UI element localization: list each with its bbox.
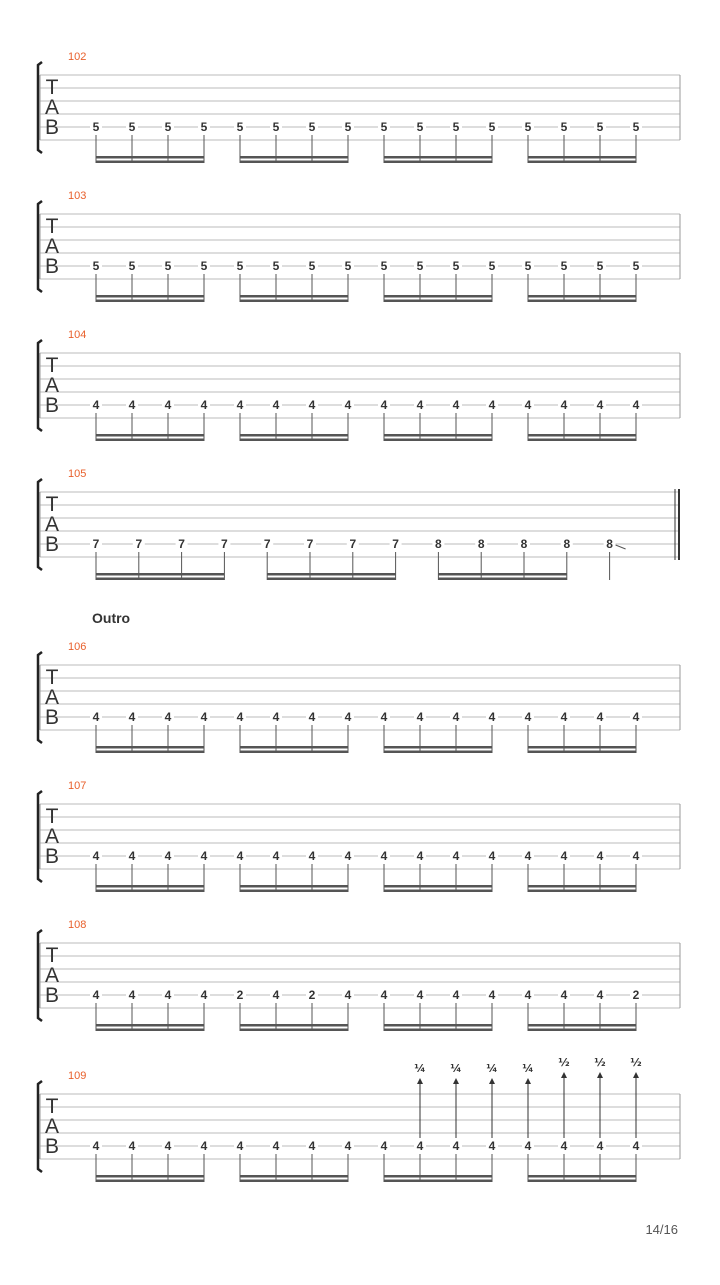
- beam-secondary: [240, 1180, 348, 1183]
- fret-number: 4: [488, 988, 496, 1002]
- fret-number: 4: [596, 988, 604, 1002]
- fret-number: 4: [560, 398, 568, 412]
- beam-secondary: [384, 751, 492, 754]
- fret-number: 4: [236, 710, 244, 724]
- fret-number: 5: [200, 259, 208, 273]
- fret-number: 5: [488, 259, 496, 273]
- fret-number: 4: [380, 710, 388, 724]
- beam-secondary: [96, 578, 224, 581]
- tab-system: [38, 1056, 680, 1182]
- tab-clef-letter: T: [45, 354, 59, 377]
- beam-primary: [384, 434, 492, 437]
- fret-number: 5: [308, 259, 316, 273]
- fret-number: 5: [164, 259, 172, 273]
- fret-number: 4: [344, 988, 352, 1002]
- fret-number: 4: [344, 710, 352, 724]
- beam-secondary: [240, 439, 348, 442]
- beam-secondary: [96, 161, 204, 164]
- beam-primary: [240, 1175, 348, 1178]
- fret-number: 4: [632, 849, 640, 863]
- fret-number: 4: [308, 398, 316, 412]
- fret-number: 4: [488, 849, 496, 863]
- beam-primary: [384, 295, 492, 298]
- measure-number: 102: [68, 51, 87, 63]
- tab-clef-letter: A: [44, 374, 60, 397]
- fret-number: 8: [563, 537, 571, 551]
- fret-number: 4: [164, 849, 172, 863]
- tab-clef-letter: B: [44, 533, 60, 556]
- fret-number: 4: [524, 849, 532, 863]
- fret-number: 4: [200, 710, 208, 724]
- fret-number: 4: [164, 988, 172, 1002]
- fret-number: 4: [488, 1139, 496, 1153]
- fret-number: 4: [308, 1139, 316, 1153]
- fret-number: 4: [524, 1139, 532, 1153]
- fret-number: 5: [92, 259, 100, 273]
- beam-secondary: [240, 890, 348, 893]
- fret-number: 4: [632, 398, 640, 412]
- tab-system: [38, 340, 680, 441]
- fret-number: 4: [236, 1139, 244, 1153]
- fret-number: 4: [524, 398, 532, 412]
- fret-number: 7: [349, 537, 357, 551]
- tab-clef-letter: A: [44, 1115, 60, 1138]
- fret-number: 4: [164, 1139, 172, 1153]
- fret-number: 4: [200, 398, 208, 412]
- bend-arrowhead: [417, 1078, 423, 1084]
- fret-number: 4: [92, 988, 100, 1002]
- beam-primary: [240, 434, 348, 437]
- beam-secondary: [240, 161, 348, 164]
- fret-number: 5: [128, 120, 136, 134]
- fret-number: 4: [200, 1139, 208, 1153]
- fret-number: 4: [272, 710, 280, 724]
- beam-secondary: [96, 1029, 204, 1032]
- fret-number: 4: [128, 988, 136, 1002]
- beam-primary: [528, 156, 636, 159]
- tab-clef-letter: T: [45, 215, 59, 238]
- fret-number: 5: [164, 120, 172, 134]
- fret-number: 4: [488, 398, 496, 412]
- bend-arrowhead: [489, 1078, 495, 1084]
- section-label-outro: Outro: [92, 610, 131, 626]
- measure-number: 106: [68, 641, 87, 653]
- beam-secondary: [528, 161, 636, 164]
- bend-amount-label: ½: [558, 1056, 570, 1069]
- fret-number: 4: [416, 849, 424, 863]
- beam-secondary: [528, 1180, 636, 1183]
- tab-clef-letter: T: [45, 76, 59, 99]
- fret-number: 5: [272, 120, 280, 134]
- fret-number: 4: [596, 1139, 604, 1153]
- beam-primary: [528, 1175, 636, 1178]
- fret-number: 4: [416, 988, 424, 1002]
- beam-secondary: [528, 751, 636, 754]
- fret-number: 4: [596, 398, 604, 412]
- tab-clef-letter: A: [44, 964, 60, 987]
- fret-number: 4: [452, 988, 460, 1002]
- measure-number: 103: [68, 190, 87, 202]
- fret-number: 5: [632, 120, 640, 134]
- measure-number: 107: [68, 780, 87, 792]
- beam-primary: [240, 295, 348, 298]
- beam-primary: [96, 885, 204, 888]
- page-number: 14/16: [645, 1222, 678, 1237]
- slide-out-mark: [616, 545, 626, 549]
- fret-number: 5: [380, 259, 388, 273]
- tab-clef-letter: A: [44, 686, 60, 709]
- beam-secondary: [96, 439, 204, 442]
- fret-number: 5: [416, 259, 424, 273]
- tab-system: [38, 479, 680, 580]
- fret-number: 4: [596, 849, 604, 863]
- fret-number: 5: [560, 120, 568, 134]
- tab-clef-letter: A: [44, 513, 60, 536]
- bend-amount-label: ½: [594, 1056, 606, 1069]
- beam-primary: [384, 746, 492, 749]
- fret-number: 2: [308, 988, 316, 1002]
- fret-number: 4: [128, 849, 136, 863]
- fret-number: 4: [488, 710, 496, 724]
- beam-secondary: [240, 751, 348, 754]
- beam-primary: [96, 434, 204, 437]
- tab-system: [38, 652, 680, 753]
- fret-number: 4: [560, 710, 568, 724]
- fret-number: 4: [560, 1139, 568, 1153]
- fret-number: 7: [392, 537, 399, 551]
- fret-number: 5: [128, 259, 136, 273]
- fret-number: 5: [632, 259, 640, 273]
- beam-primary: [384, 1024, 492, 1027]
- fret-number: 4: [308, 710, 316, 724]
- fret-number: 5: [596, 259, 604, 273]
- beam-primary: [96, 1024, 204, 1027]
- fret-number: 5: [344, 259, 352, 273]
- fret-number: 4: [380, 1139, 388, 1153]
- tab-clef-letter: A: [44, 96, 60, 119]
- fret-number: 5: [560, 259, 568, 273]
- tab-clef-letter: T: [45, 493, 59, 516]
- beam-secondary: [384, 890, 492, 893]
- fret-number: 8: [520, 537, 528, 551]
- fret-number: 4: [236, 398, 244, 412]
- tab-clef-letter: B: [44, 706, 60, 729]
- beam-primary: [528, 1024, 636, 1027]
- bend-arrowhead: [453, 1078, 459, 1084]
- fret-number: 4: [200, 849, 208, 863]
- fret-number: 4: [92, 710, 100, 724]
- beam-primary: [384, 885, 492, 888]
- bend-amount-label: ½: [630, 1056, 642, 1069]
- fret-number: 4: [380, 849, 388, 863]
- fret-number: 4: [380, 398, 388, 412]
- fret-number: 4: [416, 710, 424, 724]
- beam-primary: [96, 746, 204, 749]
- beam-secondary: [384, 439, 492, 442]
- fret-number: 5: [524, 259, 532, 273]
- fret-number: 4: [344, 398, 352, 412]
- fret-number: 4: [92, 1139, 100, 1153]
- fret-number: 5: [236, 120, 244, 134]
- tab-system: [38, 201, 680, 302]
- fret-number: 4: [416, 398, 424, 412]
- tab-clef-letter: T: [45, 1095, 59, 1118]
- fret-number: 4: [560, 849, 568, 863]
- fret-number: 8: [435, 537, 442, 551]
- beam-secondary: [240, 1029, 348, 1032]
- bend-amount-label: ¼: [414, 1062, 426, 1075]
- fret-number: 7: [221, 537, 228, 551]
- tab-system: [38, 930, 680, 1031]
- beam-secondary: [528, 439, 636, 442]
- fret-number: 4: [128, 710, 136, 724]
- beam-secondary: [528, 300, 636, 303]
- fret-number: 4: [632, 710, 640, 724]
- fret-number: 4: [128, 1139, 136, 1153]
- fret-number: 5: [596, 120, 604, 134]
- fret-number: 7: [178, 537, 185, 551]
- bend-arrowhead: [525, 1078, 531, 1084]
- fret-number: 5: [416, 120, 424, 134]
- fret-number: 4: [380, 988, 388, 1002]
- beam-primary: [528, 295, 636, 298]
- beam-primary: [96, 295, 204, 298]
- fret-number: 4: [272, 988, 280, 1002]
- bend-amount-label: ¼: [486, 1062, 498, 1075]
- measure-number: 104: [68, 329, 87, 341]
- beam-primary: [384, 156, 492, 159]
- fret-number: 4: [200, 988, 208, 1002]
- beam-secondary: [384, 1029, 492, 1032]
- bend-amount-label: ¼: [522, 1062, 534, 1075]
- tab-clef-letter: B: [44, 394, 60, 417]
- fret-number: 4: [164, 710, 172, 724]
- tab-clef-letter: A: [44, 235, 60, 258]
- tab-clef-letter: B: [44, 1135, 60, 1158]
- beam-primary: [528, 885, 636, 888]
- fret-number: 5: [380, 120, 388, 134]
- measure-number: 109: [68, 1070, 87, 1082]
- fret-number: 5: [236, 259, 244, 273]
- fret-number: 4: [308, 849, 316, 863]
- beam-primary: [240, 885, 348, 888]
- bend-arrowhead: [633, 1072, 639, 1078]
- beam-secondary: [384, 161, 492, 164]
- beam-primary: [240, 746, 348, 749]
- beam-secondary: [240, 300, 348, 303]
- fret-number: 7: [135, 537, 143, 551]
- tab-clef-letter: B: [44, 845, 60, 868]
- tab-clef-letter: B: [44, 255, 60, 278]
- measure-number: 105: [68, 468, 87, 480]
- tab-clef-letter: T: [45, 666, 59, 689]
- fret-number: 5: [308, 120, 316, 134]
- fret-number: 4: [524, 988, 532, 1002]
- beam-primary: [96, 156, 204, 159]
- fret-number: 4: [452, 1139, 460, 1153]
- fret-number: 5: [92, 120, 100, 134]
- fret-number: 4: [164, 398, 172, 412]
- beam-secondary: [96, 751, 204, 754]
- fret-number: 4: [272, 849, 280, 863]
- fret-number: 5: [452, 259, 460, 273]
- tab-clef-letter: T: [45, 805, 59, 828]
- fret-number: 2: [632, 988, 640, 1002]
- beam-secondary: [96, 1180, 204, 1183]
- fret-number: 8: [477, 537, 485, 551]
- beam-secondary: [528, 1029, 636, 1032]
- fret-number: 7: [263, 537, 271, 551]
- beam-primary: [96, 573, 224, 576]
- beam-secondary: [96, 890, 204, 893]
- bend-arrowhead: [597, 1072, 603, 1078]
- fret-number: 4: [236, 849, 244, 863]
- fret-number: 4: [92, 849, 100, 863]
- tab-clef-letter: A: [44, 825, 60, 848]
- fret-number: 7: [92, 537, 100, 551]
- tab-clef-letter: T: [45, 944, 59, 967]
- beam-primary: [240, 1024, 348, 1027]
- beam-secondary: [438, 578, 566, 581]
- fret-number: 4: [344, 849, 352, 863]
- fret-number: 4: [632, 1139, 640, 1153]
- beam-primary: [528, 746, 636, 749]
- fret-number: 4: [560, 988, 568, 1002]
- tab-system: [38, 791, 680, 892]
- fret-number: 4: [416, 1139, 424, 1153]
- tab-clef-letter: B: [44, 116, 60, 139]
- beam-primary: [96, 1175, 204, 1178]
- beam-primary: [240, 156, 348, 159]
- fret-number: 4: [596, 710, 604, 724]
- tab-system: [38, 62, 680, 163]
- fret-number: 4: [452, 398, 460, 412]
- fret-number: 5: [344, 120, 352, 134]
- beam-primary: [267, 573, 395, 576]
- fret-number: 4: [92, 398, 100, 412]
- fret-number: 5: [272, 259, 280, 273]
- bend-amount-label: ¼: [450, 1062, 462, 1075]
- fret-number: 4: [272, 398, 280, 412]
- fret-number: 8: [606, 537, 613, 551]
- fret-number: 4: [272, 1139, 280, 1153]
- fret-number: 5: [488, 120, 496, 134]
- beam-primary: [384, 1175, 492, 1178]
- fret-number: 5: [452, 120, 460, 134]
- beam-secondary: [528, 890, 636, 893]
- measure-number: 108: [68, 919, 87, 931]
- bend-arrowhead: [561, 1072, 567, 1078]
- beam-secondary: [384, 300, 492, 303]
- fret-number: 4: [344, 1139, 352, 1153]
- fret-number: 4: [452, 849, 460, 863]
- beam-secondary: [96, 300, 204, 303]
- beam-secondary: [267, 578, 395, 581]
- beam-secondary: [384, 1180, 492, 1183]
- fret-number: 4: [452, 710, 460, 724]
- fret-number: 7: [306, 537, 314, 551]
- beam-primary: [438, 573, 566, 576]
- fret-number: 2: [236, 988, 244, 1002]
- beam-primary: [528, 434, 636, 437]
- fret-number: 5: [524, 120, 532, 134]
- fret-number: 4: [524, 710, 532, 724]
- tab-clef-letter: B: [44, 984, 60, 1007]
- fret-number: 5: [200, 120, 208, 134]
- fret-number: 4: [128, 398, 136, 412]
